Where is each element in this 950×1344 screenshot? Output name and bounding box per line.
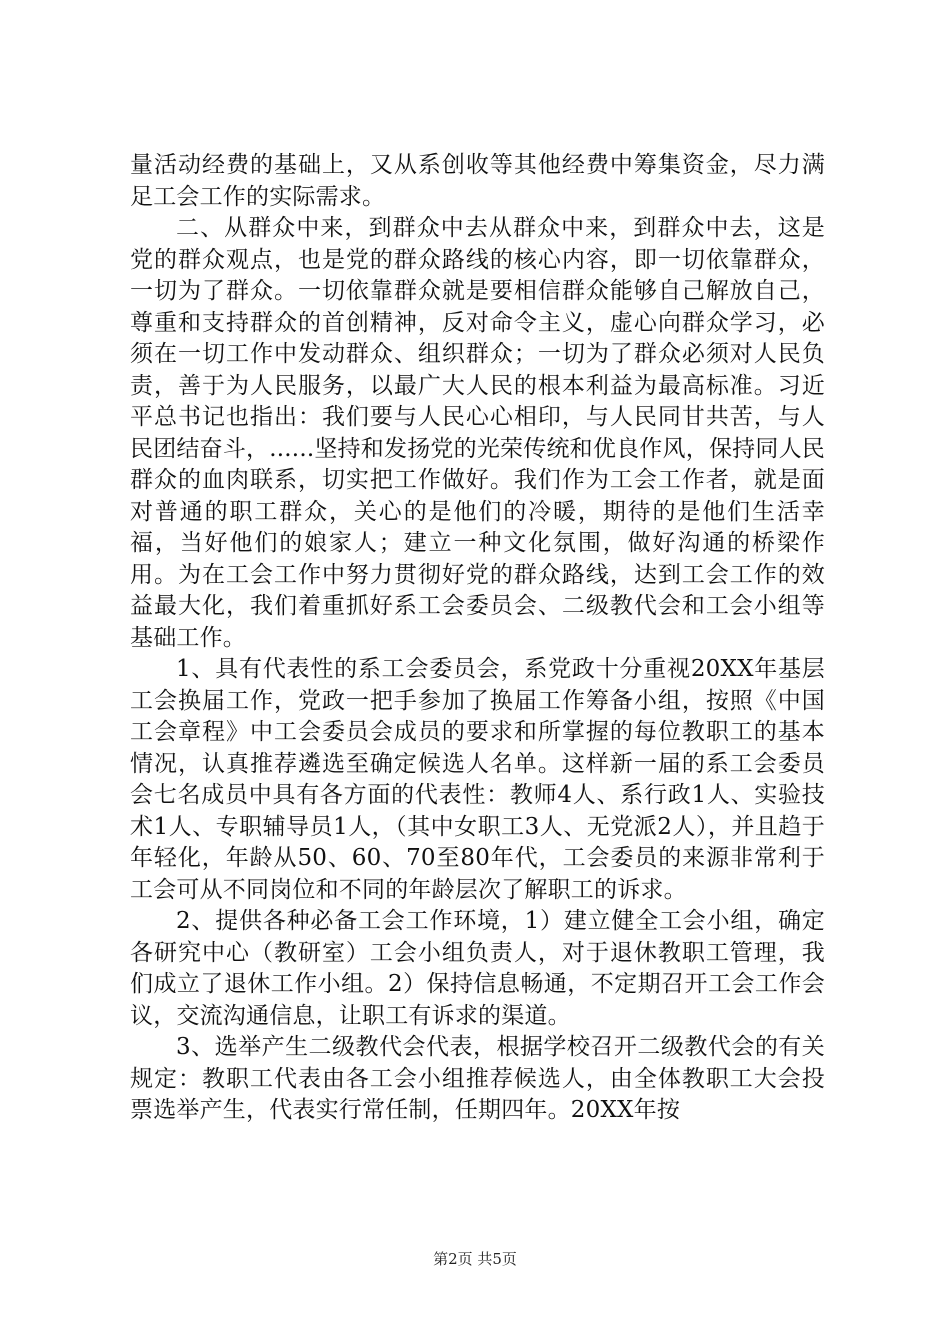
paragraph-continuation: 量活动经费的基础上，又从系创收等其他经费中筹集资金，尽力满足工会工作的实际需求。 bbox=[130, 152, 825, 210]
document-body bbox=[130, 150, 825, 1127]
paragraph-item-one: 1、具有代表性的系工会委员会，系党政十分重视20XX年基层工会换届工作，党政一把手参加了换届工作筹备小组，按照《中国工会章程》中工会委员会成员的要求和所掌握的每位教职工的基本情况，认真推荐遴选至确定候选人名单。这样新一届的系工会委员会七名成员中具有各方面的代表性：教师4人、系行政1人、实验技术1人、专职辅导员1人，（其中女职工3人、无党派2人），并且趋于年轻化，年龄从50、60、70至80年代，工会委员的来源非常利于工会可从不同岗位和不同的年龄层次了解职工的诉求。 bbox=[130, 656, 825, 903]
paragraph-item-two: 2、提供各种必备工会工作环境，1）建立健全工会小组，确定各研究中心（教研室）工会小组负责人，对于退休教职工管理，我们成立了退休工作小组。2）保持信息畅通，不定期召开工会工作会议，交流沟通信息，让职工有诉求的渠道。 bbox=[130, 908, 825, 1029]
paragraph-item-three: 3、选举产生二级教代会代表，根据学校召开二级教代会的有关规定：教职工代表由各工会小组推荐候选人，由全体教职工大会投票选举产生，代表实行常任制，任期四年。20XX年按 bbox=[130, 1034, 825, 1123]
page-number-footer: 第2页 共5页 bbox=[433, 1250, 517, 1268]
paragraph-section-two: 二、从群众中来，到群众中去从群众中来，到群众中去，这是党的群众观点，也是党的群众路线的核心内容，即一切依靠群众，一切为了群众。一切依靠群众就是要相信群众能够自己解放自己，尊重和支持群众的首创精神，反对命令主义，虚心向群众学习，必须在一切工作中发动群众、组织群众；一切为了群众必须对人民负责，善于为人民服务，以最广大人民的根本利益为最高标准。习近平总书记也指出：我们要与人民心心相印，与人民同甘共苦，与人民团结奋斗，......坚持和发扬党的光荣传统和优良作风，保持同人民群众的血肉联系，切实把工作做好。我们作为工会工作者，就是面对普通的职工群众，关心的是他们的冷暖，期待的是他们生活幸福，当好他们的娘家人；建立一种文化氛围，做好沟通的桥梁作用。为在工会工作中努力贯彻好党的群众路线，达到工会工作的效益最大化，我们着重抓好系工会委员会、二级教代会和工会小组等基础工作。 bbox=[130, 215, 825, 651]
